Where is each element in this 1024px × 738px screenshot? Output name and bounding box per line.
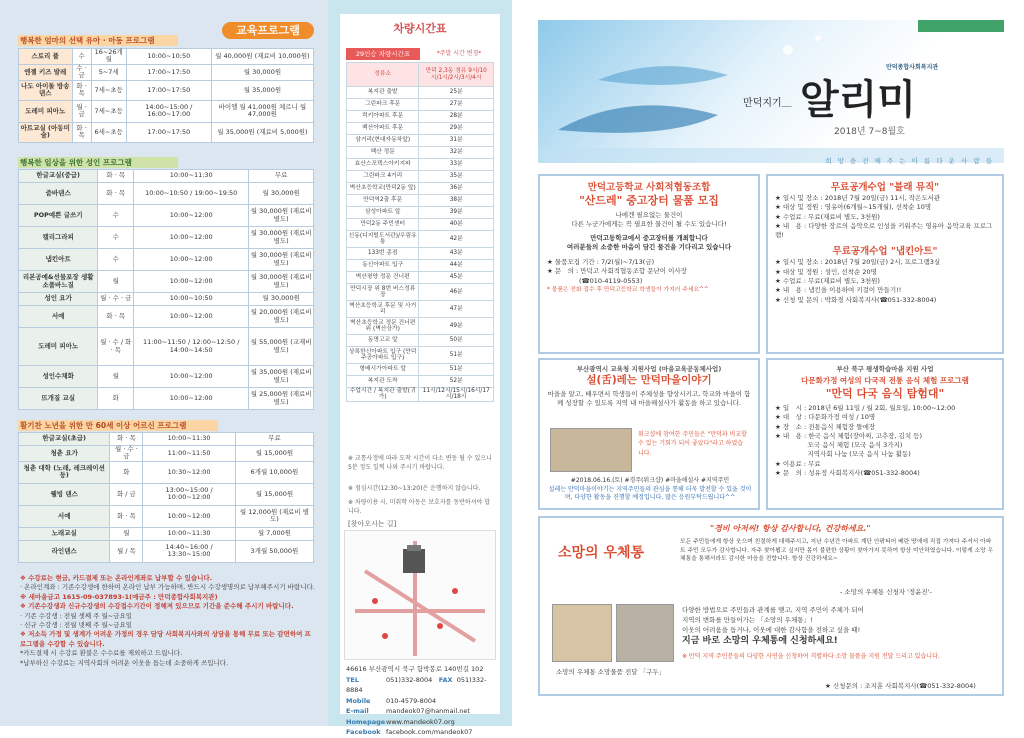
table-row [347, 87, 494, 99]
card-subtitle: "산드레" 중고장터 물품 모집 [579, 194, 719, 207]
stop-cell: 벽산초등학교(만덕2동 앞) [347, 183, 419, 195]
note-line: ❖ 수강료는 현금, 카드결제 또는 온라인계좌로 납부할 수 있습니다. [20, 574, 213, 582]
newsletter-title: 알리미 [800, 76, 916, 123]
table-row [347, 388, 494, 402]
program-cell: 월 [110, 527, 143, 540]
stop-cell: 상록한신아파트 입구 (만덕주공아파트 입구) [347, 347, 419, 364]
contact-info [346, 664, 496, 738]
table-row [347, 231, 494, 248]
food-program-card [766, 358, 1004, 510]
program-cell: 17:00~17:50 [126, 122, 211, 142]
program-cell: 11:00~11:50 [143, 446, 236, 462]
shuttle-table [346, 62, 494, 402]
card-info: ★ 신청 및 문의 : 박화경 사회복지사(☎051-332-8004) [775, 295, 937, 304]
card-info: ★ 문 의 : 만덕고 사회적협동조합 문난이 이사장 [547, 267, 687, 276]
time-cell: 44분 [419, 260, 494, 272]
program-cell: 월 25,000원 (재료비 별도) [249, 388, 314, 410]
time-cell: 43분 [419, 248, 494, 260]
card-text: 나에겐 필요없는 물건이 [615, 211, 683, 219]
card-info: ★ 대상 및 정원 : 영유아(6개월~15개월), 선착순 10명 [775, 203, 932, 212]
program-cell: 월 15,000원 [235, 446, 313, 462]
card-kicker: 부산 북구 평생학습마을 지원 사업 [836, 365, 934, 373]
program-cell: 10:00~12:00 [143, 505, 236, 527]
stop-cell: 수업시간 / 복지관 출발(귀가) [347, 388, 419, 402]
program-cell: 10:00~12:00 [134, 366, 249, 388]
program-cell: 10:00~12:00 [134, 306, 249, 328]
time-cell: 50분 [419, 335, 494, 347]
note-line: · 온라인계좌 : 기존수강생에 한하여 온라인 납부 가능하며, 반드시 수강생명의로 납부해주시기 바랍니다. [20, 583, 315, 592]
quote: "경비 아저씨! 항상 감사합니다, 건강하세요." [710, 524, 871, 533]
adult-program-table [18, 169, 314, 410]
header-cell: 정류소 [347, 63, 419, 87]
program-cell: 10:30~12:00 [143, 461, 236, 483]
table-row [19, 446, 314, 462]
program-cell: 월 35,000원 [211, 80, 313, 100]
program-cell: 3개월 50,000원 [235, 540, 313, 562]
education-program-tag: 교육프로그램 [222, 22, 314, 39]
program-cell: 10:00~11:30 [134, 170, 249, 183]
program-name-cell: 서예 [19, 505, 110, 527]
time-cell: 35분 [419, 171, 494, 183]
table-row [19, 49, 314, 65]
child-program-header: 행복한 엄마의 선택 유아 · 아동 프로그램 [18, 35, 178, 46]
program-cell: 13:00~15:00 / 10:00~12:00 [143, 483, 236, 505]
program-cell: 화 · 목 [98, 306, 134, 328]
program-cell: 7세~초등 [91, 100, 126, 122]
table-row [19, 205, 314, 227]
program-cell: 10:00~12:00 [134, 227, 249, 249]
stop-cell: 백산아파트 후문 [347, 123, 419, 135]
program-name-cell: 라인댄스 [19, 540, 110, 562]
child-note: ※ 차량이용 시, 미취학 아동은 보호자를 동반하셔야 합니다. [348, 499, 491, 515]
facebook-row[interactable]: Facebook facebook.com/mandeok07 [346, 728, 473, 736]
stop-cell: 만덕시장 위 8번 버스정류장 [347, 284, 419, 301]
table-row [19, 505, 314, 527]
stop-cell: 삼성아파트 앞 [347, 207, 419, 219]
address: 46616 부산광역시 북구 함박봉로 140번길 102 [346, 665, 484, 673]
table-row [19, 527, 314, 540]
table-row [347, 99, 494, 111]
table-row [347, 376, 494, 388]
newsletter-banner [538, 20, 1004, 163]
program-cell: 월 7,000원 [235, 527, 313, 540]
time-cell: 25분 [419, 87, 494, 99]
time-cell: 40분 [419, 219, 494, 231]
mobile-row: Mobile 010-4579-8004 [346, 696, 437, 705]
stop-cell: 만덕역2출 후문 [347, 195, 419, 207]
program-cell: 수 · 금 [72, 64, 91, 80]
card-text: 다른 누군가에게는 꼭 필요한 물건이 될 수도 있습니다! [571, 220, 727, 229]
note-line: ※ 새마을금고 1615-09-037893-1(예금주 : 만덕종합사회복지관) [20, 592, 218, 601]
payment-notes [20, 574, 316, 668]
program-name-cell: 청춘 요가 [19, 446, 110, 462]
shuttle-box [340, 14, 500, 736]
senior-program-table [18, 432, 314, 563]
table-row [347, 111, 494, 123]
program-cell: 월 20,000원 (재료비 별도) [249, 306, 314, 328]
program-cell: 수 [98, 249, 134, 271]
program-cell: 10:00~11:30 [143, 527, 236, 540]
note-line: ❖ 저소득 가정 및 생계가 어려운 가정의 경우 담당 사회복지사와의 상담을 통해 무료 또는 감면하여 프로그램을 수강할 수 있습니다. [20, 630, 311, 648]
program-name-cell: 성인수채화 [19, 366, 98, 388]
table-row [347, 123, 494, 135]
time-cell: 29분 [419, 123, 494, 135]
stop-cell: 벽산평양 정문 건너편 [347, 272, 419, 284]
program-cell: 월 35,000원 (재료비 별도) [249, 366, 314, 388]
time-cell: 42분 [419, 231, 494, 248]
note-line: · 기존 수강생 : 전월 셋째 주 월~금요일 [20, 611, 133, 620]
program-cell: 월 30,000원 (재료비 별도) [249, 227, 314, 249]
letter-text: 모든 주민들에게 항상 웃으며 친절하게 대해주시고, 지난 수년간 아파트 계단 안팎티어 베란 땅에에 직접 가져다 주셔서 아파트 주민 모두가 감사합니다. 자주 찾아뵙고 싶지만 몸이 불편한 상황이 찾아가지 못하여 항상 미안하였습니다. 이렇게 소망 우체통을 통해서라도 감사한 마음을 전합니다. 항상 건강하세요~ [680, 539, 994, 563]
time-cell: 33분 [419, 159, 494, 171]
program-name-cell: 서예 [19, 306, 98, 328]
card-text: 지역의 변화를 만들어가는 「소망의 우체통」! [682, 616, 813, 624]
program-name-cell: 리본공예&선물포장 생활소품바느질 [19, 271, 98, 293]
program-name-cell: 성인 요가 [19, 293, 98, 306]
stop-cell: 형배시가아파트 앞 [347, 364, 419, 376]
card-info: ★ 일시 및 장소 : 2018년 7월 20일(금) 11시, 작은도서관 [775, 194, 941, 202]
card-info: ★ 내 용 : 냅킨을 이용하여 키걸이 만들기!! [775, 286, 902, 295]
table-header-row [347, 63, 494, 87]
table-row [19, 328, 314, 366]
table-row [19, 100, 314, 122]
table-row [347, 207, 494, 219]
slogan: 희 망 을 전 해 주 는 아 름 다 운 사 람 들 [825, 157, 994, 165]
table-row [19, 433, 314, 446]
table-row [347, 219, 494, 231]
tel-row: TEL 051)332-8004 FAX 051)332-8884 [346, 675, 487, 694]
note-line: · 신규 수강생 : 전월 넷째 주 월~금요일 [20, 621, 133, 630]
program-name-cell: 도레미 피아노 [19, 100, 73, 122]
card-title: 설(舌)레는 만덕마을이야기 [586, 374, 712, 386]
time-cell: 39분 [419, 207, 494, 219]
program-cell: 화 · 목 [72, 122, 91, 142]
location-map [344, 530, 496, 660]
program-name-cell: 줌바댄스 [19, 183, 98, 205]
program-name-cell: 한글교실(초급) [19, 433, 110, 446]
program-cell: 17:00~17:50 [126, 64, 211, 80]
table-row [347, 318, 494, 335]
table-row [19, 64, 314, 80]
program-cell: 월 30,000원 (재료비 별도) [249, 271, 314, 293]
program-cell: 14:00~15:00 / 16:00~17:00 [126, 100, 211, 122]
program-cell: 월 / 목 [110, 540, 143, 562]
time-cell: 46분 [419, 284, 494, 301]
program-cell: 월 · 수 · 금 [98, 293, 134, 306]
note-line: *납부하신 수강료는 지역사회의 어려운 이웃을 돕는데 소중하게 쓰입니다. [20, 658, 229, 667]
program-cell: 무료 [249, 170, 314, 183]
shuttle-subhead: 29인승 차량시간표 [346, 48, 420, 60]
table-row [347, 347, 494, 364]
program-name-cell: 청춘 대학 (노래, 레크레이션 등) [19, 461, 110, 483]
program-cell: 화 · 목 [110, 433, 143, 446]
homepage-row[interactable]: Homepagewww.mandeok07.org [346, 717, 455, 726]
table-row [19, 461, 314, 483]
program-cell: 바이엘 월 41,000원 체르니 월 47,000원 [211, 100, 313, 122]
table-row [347, 159, 494, 171]
program-cell: 7세~초등 [91, 80, 126, 100]
open-class-card [766, 174, 1004, 354]
card-info: ★ 물품모집 기간 : 7/2(월)~7/13(금) [547, 258, 655, 267]
card-info: ★ 수업료 : 무료(재료비 별도, 3천원) [775, 212, 880, 221]
card-info: (☎010-4119-0553) [579, 276, 643, 285]
stop-cell: 동명고교 앞 [347, 335, 419, 347]
time-cell: 51분 [419, 364, 494, 376]
program-cell: 수 [98, 205, 134, 227]
program-cell: 월 12,000원 (재료비 별도) [235, 505, 313, 527]
mailbox-logo: 소망의 우체통 [558, 545, 645, 561]
table-row [19, 540, 314, 562]
table-row [19, 483, 314, 505]
card-info: ★ 내 용 : 한국 음식 체험(장아찌, 고추장, 김치 등) [775, 431, 922, 440]
table-row [347, 260, 494, 272]
table-row [19, 271, 314, 293]
stop-cell: 133번 종점 [347, 248, 419, 260]
card-info: ★ 이용료 : 무료 [775, 459, 821, 468]
program-cell: 화 [110, 461, 143, 483]
stop-cell: 동신아파트 입구 [347, 260, 419, 272]
stop-cell: 신동(디지털도서관)/우림유통 [347, 231, 419, 248]
program-cell: 월 · 수 / 화 · 목 [98, 328, 134, 366]
program-cell: 수 [98, 227, 134, 249]
stop-cell: 벽산초등학교 정문 건너편 위 (벽산상가) [347, 318, 419, 335]
program-cell: 월 30,000원 (재료비 별도) [249, 249, 314, 271]
card-title: 만덕고등학교 사회적협동조합 [587, 182, 711, 193]
stop-cell: 삼거리(현대자동차앞) [347, 135, 419, 147]
card-note: ※ 만덕 지역 주민분들의 다양한 사연을 신청하여 격렬하다 소망 물품을 지원 전달 드리고 있습니다. [682, 653, 940, 660]
table-row [19, 80, 314, 100]
program-cell: 월 30,000원 [249, 293, 314, 306]
card-text: 만덕고등학교에서 중고장터를 개최합니다 [590, 233, 708, 242]
program-cell: 화 [98, 388, 134, 410]
table-row [19, 293, 314, 306]
program-cell: 월 · 수 · 금 [110, 446, 143, 462]
note-line: ❖ 기존수강생과 신규수강생의 수강접수기간이 정해져 있으므로 기간을 준수해 주시기 바랍니다. [20, 602, 294, 611]
program-cell: 월 [98, 366, 134, 388]
organization-name: 만덕종합사회복지관 [886, 64, 939, 71]
table-row [347, 248, 494, 260]
program-cell: 10:00~10:50 [126, 49, 211, 65]
program-name-cell: 스토리 풀 [19, 49, 73, 65]
stop-cell: 백산 정문 [347, 147, 419, 159]
program-cell: 10:00~12:00 [134, 249, 249, 271]
program-cell: 14:40~16:00 / 13:30~15:00 [143, 540, 236, 562]
table-row [347, 335, 494, 347]
speech-bubble: 워크샵에 참여한 주민들은 "만덕과 비교할 수 있는 기회가 되어 좋았다"라고 하였습니다. [638, 431, 747, 457]
card-kicker: 부산광역시 교육청 지원사업 (마을교육공동체사업) [576, 365, 722, 373]
header-cell: 만덕 2,3동 경유 9시/10시/1시/2시/3시/4시 [419, 63, 494, 87]
program-cell: 5~7세 [91, 64, 126, 80]
card-text: 마을을 알고, 배우면서 학생들이 주체성을 향상시키고, 학교와 마을이 함께 성장할 수 있도록 지역 내 마을해설사가 활동을 하고 있습니다. [547, 390, 751, 408]
time-cell: 11시/12시/15시/16시/17시/18시 [419, 388, 494, 402]
table-row [347, 195, 494, 207]
program-name-cell: 엔젤 키즈 발레 [19, 64, 73, 80]
table-row [19, 306, 314, 328]
program-name-cell: 캘리그라피 [19, 227, 98, 249]
program-name-cell: 뜨개질 교실 [19, 388, 98, 410]
table-row [347, 284, 494, 301]
program-cell: 10:00~12:00 [134, 271, 249, 293]
card-contact: ★ 신청문의 : 조지훈 사회복지사(☎051-332-8004) [825, 682, 976, 690]
program-name-cell: 도레미 피아노 [19, 328, 98, 366]
program-cell: 화 · 목 [98, 183, 134, 205]
program-cell: 11:00~11:50 / 12:00~12:50 / 14:00~14:50 [134, 328, 249, 366]
time-cell: 49분 [419, 318, 494, 335]
stop-cell: 복지관 출발 [347, 87, 419, 99]
program-cell: 화 / 금 [110, 483, 143, 505]
traffic-note: ※ 교통사정에 따라 도착 시간이 다소 변동 될 수 있으니 5분 정도 일찍 나와 주시기 바랍니다. [348, 455, 492, 471]
card-title: 무료공개수업 "냅킨아트" [832, 246, 938, 258]
whale-illustration [538, 20, 1004, 163]
time-cell: 52분 [419, 376, 494, 388]
stop-cell: 벽산초등학교 후문 및 사거리 [347, 301, 419, 318]
program-cell: 화 · 목 [110, 505, 143, 527]
program-cell: 월 [98, 271, 134, 293]
time-cell: 36분 [419, 183, 494, 195]
shuttle-title: 차량시간표 [393, 22, 447, 35]
program-name-cell: POP예쁜 글쓰기 [19, 205, 98, 227]
flea-market-card [538, 174, 760, 354]
senior-program-header: 활기찬 노년을 위한 만 60세 이상 어르신 프로그램 [18, 420, 218, 431]
card-info: * 물품은 전화 접수 후 만덕고등학교 학생들이 가지러 주세요^^ [547, 287, 709, 294]
card-text: 설레는 만덕마을이야기는 지역주민들의 관심을 통해 더욱 발전할 수 있을 것이며, 다양한 활동을 진행할 예정입니다. 많은 응원부탁드립니다^^ [548, 486, 752, 501]
issue-date: 2018년 7~8월호 [834, 127, 905, 137]
program-name-cell: 아트교실 (아동미술) [19, 122, 73, 142]
stop-cell: 효산스포텍스아키지파 [347, 159, 419, 171]
card-info: 지역사회 나눔 (모국 음식 나눔 활동) [775, 450, 911, 459]
program-cell: 월 30,000원 [249, 183, 314, 205]
card-title: 무료공개수업 "블래 뮤직" [830, 182, 940, 193]
program-cell: 월 40,000원 (재료비 10,000원) [211, 49, 313, 65]
table-row [19, 388, 314, 410]
table-row [19, 122, 314, 142]
program-cell: 월 · 금 [72, 100, 91, 122]
program-cell: 월 15,000원 [235, 483, 313, 505]
delivery-photo-1 [552, 604, 612, 662]
time-cell: 27분 [419, 99, 494, 111]
program-cell: 10:00~10:50 / 19:00~19:50 [134, 183, 249, 205]
stop-cell: 복지관 도착 [347, 376, 419, 388]
time-cell: 51분 [419, 347, 494, 364]
card-info: ★ 수업료 : 무료(재료비 별도, 3천원) [775, 277, 880, 286]
weekend-note: *주말 시간 변경* [436, 50, 482, 57]
program-cell: 17:00~17:50 [126, 80, 211, 100]
delivery-photo-2 [616, 604, 674, 662]
workshop-photo [550, 428, 632, 472]
program-cell: 무료 [235, 433, 313, 446]
program-cell: 화 · 목 [72, 80, 91, 100]
card-info: ★ 대 상 : 다문화가정 여성 / 10명 [775, 413, 876, 422]
time-cell: 38분 [419, 195, 494, 207]
stop-cell: 만덕2동 주민센터 [347, 219, 419, 231]
note-line: *카드결제 시 수강료 환불은 수수료를 제외하고 드립니다. [20, 649, 183, 658]
program-name-cell: 한글교실(중급) [19, 170, 98, 183]
newsletter-prefix: 만덕지기＿ [743, 98, 792, 109]
adult-program-header: 행복한 일상을 위한 성인 프로그램 [18, 157, 178, 168]
program-cell: 월 30,000원 [211, 64, 313, 80]
card-info: ★ 일시 및 장소 : 2018년 7월 20일(금) 2시, 프로그램3실 [775, 258, 941, 267]
photo-caption: 소망의 우체통 소망물품 전달 「구두」 [556, 668, 666, 676]
table-row [19, 170, 314, 183]
stop-cell: 그린파크 후문 [347, 99, 419, 111]
program-name-cell: 웰빙 댄스 [19, 483, 110, 505]
location-title: [찾아오시는 길] [348, 520, 397, 528]
table-row [347, 364, 494, 376]
village-story-card [538, 358, 760, 510]
time-cell: 32분 [419, 147, 494, 159]
card-info: ★ 일 시 : 2018년 6월 11일 / 월 2회, 월요일, 10:00~12:00 [775, 404, 956, 412]
table-row [19, 183, 314, 205]
program-cell: 6세~초등 [91, 122, 126, 142]
lunch-note: ※ 점심시간(12:30~13:20)은 운행하지 않습니다. [348, 485, 481, 492]
program-cell: 16~26개월 [91, 49, 126, 65]
program-cell: 6개월 10,000원 [235, 461, 313, 483]
time-cell: 28분 [419, 111, 494, 123]
program-cell: 수 [72, 49, 91, 65]
table-row [347, 147, 494, 159]
card-info: ★ 문 의 : 성유정 사회복지사(☎051-332-8004) [775, 469, 920, 478]
letter-signature: - 소망의 우체통 신청자 '정윤진'- [840, 588, 932, 596]
program-name-cell: 노래교실 [19, 527, 110, 540]
program-cell: 화 · 목 [98, 170, 134, 183]
card-info: 모국 음식 체험 (모국 음식 3가지) [775, 441, 903, 450]
time-cell: 45분 [419, 272, 494, 284]
table-row [347, 301, 494, 318]
card-text: 이웃의 어려움을 돕거나, 이웃에 대한 감사함을 전하고 싶을 때! [682, 626, 861, 634]
table-row [19, 366, 314, 388]
time-cell: 47분 [419, 301, 494, 318]
card-subtitle: "만덕 다국 음식 탐험대" [825, 387, 945, 400]
card-info: ★ 대상 및 정원 : 성인, 선착순 20명 [775, 267, 877, 276]
card-text: 여러분들의 소중한 마음이 담긴 물건을 기다리고 있습니다 [566, 242, 732, 251]
card-info: ★ 장 소 : 전통음식 체험장 뜰에장 [775, 422, 876, 431]
card-title: 다문화가정 여성의 다국적 전통 음식 체험 프로그램 [801, 376, 969, 385]
stop-cell: 그린파크 4거리 [347, 171, 419, 183]
program-name-cell: 나도 아이돌 방송댄스 [19, 80, 73, 100]
child-program-table [18, 48, 314, 143]
table-row [19, 249, 314, 271]
program-name-cell: 냅킨아트 [19, 249, 98, 271]
table-row [347, 135, 494, 147]
program-cell: 월 35,000원 (재료비 5,000원) [211, 122, 313, 142]
table-row [19, 227, 314, 249]
card-info: ★ 내 용 : 다양한 장르의 음악으로 인성을 키워주는 영유아 음악교육 프로그램! [775, 221, 993, 240]
program-cell: 월 55,000원 (교재비 별도) [249, 328, 314, 366]
program-cell: 월 30,000원 (재료비 별도) [249, 205, 314, 227]
program-cell: 10:00~10:50 [134, 293, 249, 306]
table-row [347, 272, 494, 284]
table-row [347, 171, 494, 183]
hope-mailbox-card [538, 516, 1004, 696]
email-row[interactable]: E-mail mandeok07@hanmail.net [346, 707, 470, 715]
hashtags: #2018.06.16.(토) #경주(워크샵) #마을해설사 #지역주민 [570, 477, 730, 484]
stop-cell: 럭키아파트 후문 [347, 111, 419, 123]
table-row [347, 183, 494, 195]
program-cell: 10:00~11:30 [143, 433, 236, 446]
program-cell: 10:00~12:00 [134, 205, 249, 227]
card-text: 다양한 방법으로 주민들과 관계를 맺고, 지역 주민이 주체가 되어 [682, 606, 864, 614]
card-text: 지금 바로 소망의 우체통에 신청하세요! [682, 636, 838, 646]
program-cell: 10:00~12:00 [134, 388, 249, 410]
time-cell: 31분 [419, 135, 494, 147]
